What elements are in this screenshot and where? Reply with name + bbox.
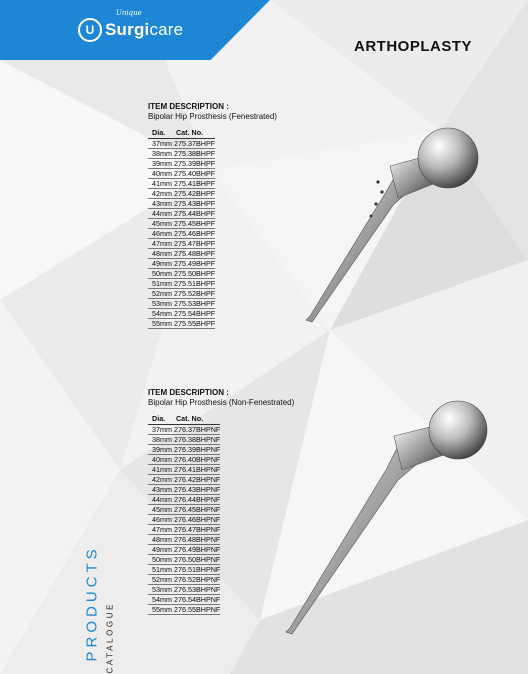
catalogue-number-cell: 275.37BHPF <box>173 139 216 148</box>
table-row <box>148 515 220 525</box>
catalogue-number-cell: 276.46BHPNF <box>173 515 221 524</box>
table-row <box>148 595 220 605</box>
catalogue-number-cell: 275.48BHPF <box>173 249 216 258</box>
catalogue-number-cell: 275.53BHPF <box>173 299 216 308</box>
diameter-cell: 44mm <box>148 209 172 219</box>
diameter-cell: 49mm <box>148 545 172 555</box>
table-row <box>148 199 215 209</box>
catalogue-number-cell: 275.44BHPF <box>173 209 216 218</box>
diameter-cell: 38mm <box>148 435 172 445</box>
catalogue-number-cell: 275.39BHPF <box>173 159 216 168</box>
table-row <box>148 525 220 535</box>
catalogue-number-cell: 276.44BHPNF <box>173 495 221 504</box>
catalogue-number-cell: 276.45BHPNF <box>173 505 221 514</box>
diameter-cell: 48mm <box>148 535 172 545</box>
diameter-cell: 55mm <box>148 605 172 615</box>
diameter-cell: 44mm <box>148 495 172 505</box>
item-description: Bipolar Hip Prosthesis (Fenestrated) <box>148 112 277 121</box>
table-row <box>148 425 220 435</box>
catalogue-number-cell: 276.54BHPNF <box>173 595 221 604</box>
table-row <box>148 465 220 475</box>
catalogue-number-cell: 276.52BHPNF <box>173 575 221 584</box>
catalogue-number-cell: 275.47BHPF <box>173 239 216 248</box>
diameter-cell: 38mm <box>148 149 172 159</box>
column-header-dia: Dia. <box>148 128 172 139</box>
table-row <box>148 505 220 515</box>
item-block-non-fenestrated <box>148 388 294 615</box>
diameter-cell: 39mm <box>148 159 172 169</box>
diameter-cell: 47mm <box>148 239 172 249</box>
diameter-cell: 41mm <box>148 465 172 475</box>
catalogue-number-cell: 276.38BHPNF <box>173 435 221 444</box>
diameter-cell: 53mm <box>148 585 172 595</box>
item-description: Bipolar Hip Prosthesis (Non-Fenestrated) <box>148 398 295 407</box>
diameter-cell: 41mm <box>148 179 172 189</box>
catalogue-number-cell: 276.41BHPNF <box>173 465 221 474</box>
catalogue-number-cell: 276.48BHPNF <box>173 535 221 544</box>
diameter-cell: 55mm <box>148 319 172 329</box>
table-row <box>148 169 215 179</box>
catalogue-table <box>148 128 215 329</box>
diameter-cell: 52mm <box>148 575 172 585</box>
products-label: PRODUCTS <box>83 545 101 662</box>
diameter-cell: 43mm <box>148 485 172 495</box>
item-block-fenestrated <box>148 102 277 329</box>
catalogue-number-cell: 276.55BHPNF <box>173 605 221 614</box>
table-row <box>148 239 215 249</box>
diameter-cell: 40mm <box>148 455 172 465</box>
diameter-cell: 43mm <box>148 199 172 209</box>
diameter-cell: 51mm <box>148 565 172 575</box>
diameter-cell: 50mm <box>148 555 172 565</box>
table-row <box>148 555 220 565</box>
diameter-cell: 42mm <box>148 189 172 199</box>
table-row <box>148 299 215 309</box>
brand-tagline: Unique <box>116 9 142 17</box>
table-row <box>148 495 220 505</box>
catalogue-number-cell: 276.51BHPNF <box>173 565 221 574</box>
diameter-cell: 48mm <box>148 249 172 259</box>
table-row <box>148 455 220 465</box>
table-row <box>148 159 215 169</box>
table-row <box>148 445 220 455</box>
hip-prosthesis-fenestrated-image <box>298 120 488 325</box>
diameter-cell: 40mm <box>148 169 172 179</box>
table-row <box>148 575 220 585</box>
table-row <box>148 229 215 239</box>
table-row <box>148 475 220 485</box>
catalogue-number-cell: 275.49BHPF <box>173 259 216 268</box>
diameter-cell: 52mm <box>148 289 172 299</box>
diameter-cell: 46mm <box>148 229 172 239</box>
catalogue-number-cell: 275.54BHPF <box>173 309 216 318</box>
brand-mark-icon: U <box>78 18 102 42</box>
catalogue-number-cell: 276.39BHPNF <box>173 445 221 454</box>
catalogue-number-cell: 275.41BHPF <box>173 179 216 188</box>
table-row <box>148 289 215 299</box>
catalogue-number-cell: 275.51BHPF <box>173 279 216 288</box>
diameter-cell: 50mm <box>148 269 172 279</box>
hip-prosthesis-non-fenestrated-image <box>282 398 492 638</box>
diameter-cell: 42mm <box>148 475 172 485</box>
page-title: ARTHOPLASTY <box>354 38 472 55</box>
catalogue-number-cell: 275.45BHPF <box>173 219 216 228</box>
table-row <box>148 189 215 199</box>
diameter-cell: 54mm <box>148 309 172 319</box>
table-row <box>148 535 220 545</box>
catalogue-number-cell: 276.49BHPNF <box>173 545 221 554</box>
catalogue-number-cell: 275.43BHPF <box>173 199 216 208</box>
diameter-cell: 37mm <box>148 425 172 435</box>
diameter-cell: 54mm <box>148 595 172 605</box>
diameter-cell: 45mm <box>148 219 172 229</box>
table-row <box>148 149 215 159</box>
catalogue-number-cell: 275.40BHPF <box>173 169 216 178</box>
diameter-cell: 53mm <box>148 299 172 309</box>
table-row <box>148 249 215 259</box>
table-row <box>148 605 220 615</box>
brand-name: Surgicare <box>105 20 184 39</box>
catalogue-number-cell: 276.53BHPNF <box>173 585 221 594</box>
diameter-cell: 37mm <box>148 139 172 149</box>
diameter-cell: 39mm <box>148 445 172 455</box>
column-header-cat-no: Cat. No. <box>172 128 215 139</box>
item-heading: ITEM DESCRIPTION : <box>148 102 229 111</box>
diameter-cell: 45mm <box>148 505 172 515</box>
products-catalogue-label <box>80 525 115 674</box>
table-row <box>148 259 215 269</box>
catalogue-number-cell: 276.43BHPNF <box>173 485 221 494</box>
diameter-cell: 47mm <box>148 525 172 535</box>
catalogue-number-cell: 276.42BHPNF <box>173 475 221 484</box>
table-row <box>148 209 215 219</box>
catalogue-number-cell: 276.47BHPNF <box>173 525 221 534</box>
catalogue-number-cell: 275.38BHPF <box>173 149 216 158</box>
catalogue-number-cell: 275.55BHPF <box>173 319 216 328</box>
column-header-dia: Dia. <box>148 414 172 425</box>
catalogue-label: CATALOGUE <box>105 601 115 674</box>
diameter-cell: 51mm <box>148 279 172 289</box>
catalogue-number-cell: 275.50BHPF <box>173 269 216 278</box>
table-row <box>148 545 220 555</box>
column-header-cat-no: Cat. No. <box>172 414 220 425</box>
catalogue-table <box>148 414 220 615</box>
catalogue-number-cell: 276.37BHPNF <box>173 425 221 434</box>
table-row <box>148 139 215 149</box>
table-row <box>148 485 220 495</box>
diameter-cell: 46mm <box>148 515 172 525</box>
table-row <box>148 309 215 319</box>
catalogue-number-cell: 275.42BHPF <box>173 189 216 198</box>
catalogue-number-cell: 275.46BHPF <box>173 229 216 238</box>
catalogue-number-cell: 276.40BHPNF <box>173 455 221 464</box>
catalogue-number-cell: 276.50BHPNF <box>173 555 221 564</box>
catalogue-number-cell: 275.52BHPF <box>173 289 216 298</box>
table-row <box>148 269 215 279</box>
table-row <box>148 435 220 445</box>
table-row <box>148 179 215 189</box>
diameter-cell: 49mm <box>148 259 172 269</box>
table-row <box>148 565 220 575</box>
table-row <box>148 319 215 329</box>
table-row <box>148 219 215 229</box>
table-row <box>148 279 215 289</box>
table-row <box>148 585 220 595</box>
item-heading: ITEM DESCRIPTION : <box>148 388 229 397</box>
